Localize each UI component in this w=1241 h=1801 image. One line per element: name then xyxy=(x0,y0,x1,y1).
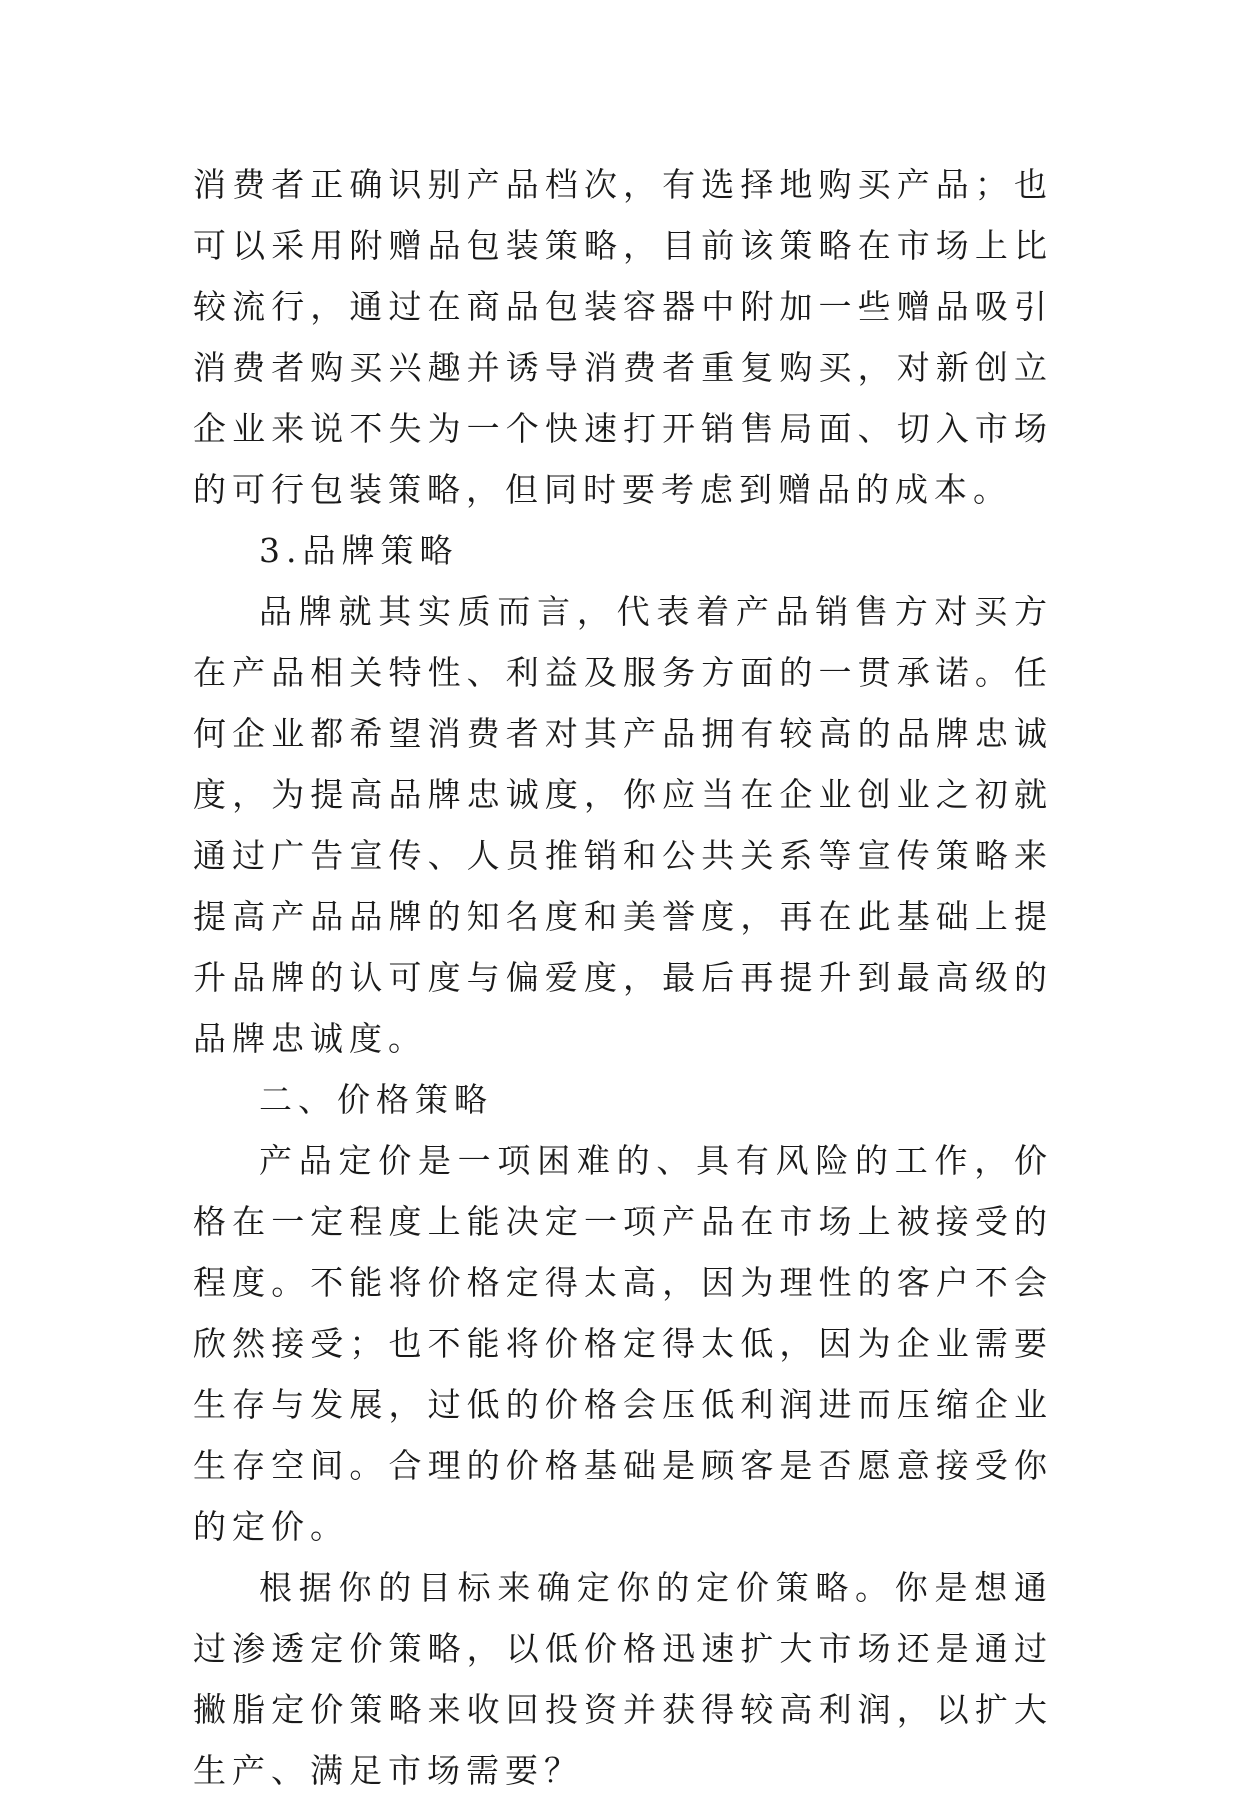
paragraph-packaging-continued: 消费者正确识别产品档次，有选择地购买产品；也可以采用附赠品包装策略，目前该策略在市场上比较流行，通过在商品包装容器中附加一些赠品吸引消费者购买兴趣并诱导消费者重复购买，对新创立企业来说不失为一个快速打开销售局面、切入市场的可行包装策略，但同时要考虑到赠品的成本。 xyxy=(193,165,1053,509)
paragraph-brand-strategy: 品牌就其实质而言，代表着产品销售方对买方在产品相关特性、利益及服务方面的一贯承诺。任何企业都希望消费者对其产品拥有较高的品牌忠诚度，为提高品牌忠诚度，你应当在企业创业之初就通过广告宣传、人员推销和公共关系等宣传策略来提高产品品牌的知名度和美誉度，再在此基础上提升品牌的认可度与偏爱度，最后再提升到最高级的品牌忠诚度。 xyxy=(193,592,1053,1058)
document-body xyxy=(193,154,1053,1801)
heading-brand-strategy: 3.品牌策略 xyxy=(259,531,459,570)
paragraph-pricing-goal: 根据你的目标来确定你的定价策略。你是想通过渗透定价策略，以低价格迅速扩大市场还是通过撇脂定价策略来收回投资并获得较高利润，以扩大生产、满足市场需要？ xyxy=(193,1568,1053,1790)
heading-price-strategy: 二、价格策略 xyxy=(259,1080,493,1119)
paragraph-pricing-difficulty: 产品定价是一项困难的、具有风险的工作，价格在一定程度上能决定一项产品在市场上被接受的程度。不能将价格定得太高，因为理性的客户不会欣然接受；也不能将价格定得太低，因为企业需要生存与发展，过低的价格会压低利润进而压缩企业生存空间。合理的价格基础是顾客是否愿意接受你的定价。 xyxy=(193,1141,1053,1546)
